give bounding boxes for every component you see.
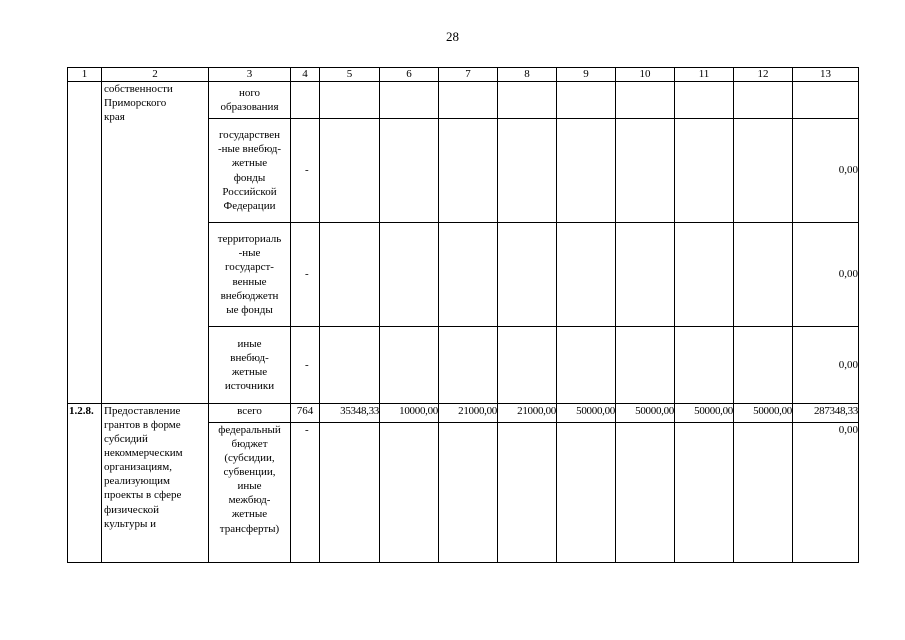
value-cell-col9: [557, 223, 616, 327]
value-cell-col8: [498, 82, 557, 119]
text-line: бюджет: [231, 438, 268, 451]
header-cell-9: 9: [557, 68, 616, 82]
value-cell-col8: [498, 327, 557, 404]
text-line: реализующим: [104, 475, 171, 488]
text-line: физической: [104, 503, 159, 516]
value-cell-col4: 764: [291, 404, 320, 423]
value-cell-col11: 50000,00: [675, 404, 734, 423]
value-cell-col7: [439, 423, 498, 563]
text-line: образования: [220, 101, 279, 113]
value-cell-col12: [734, 423, 793, 563]
text-line: жетные: [231, 157, 268, 170]
text-line: ного: [238, 86, 261, 99]
text-line: источники: [224, 380, 275, 393]
header-cell-3: 3: [209, 68, 291, 82]
value-cell-col8: [498, 223, 557, 327]
text-line: Предоставление: [104, 405, 181, 417]
value-cell-col5: [320, 82, 380, 119]
table-row: [68, 404, 859, 423]
text-line: проекты в сфере: [104, 489, 182, 502]
value-cell-col10: [616, 223, 675, 327]
value-cell-col10: [616, 82, 675, 119]
text-line: внебюджетн: [220, 289, 279, 302]
value-cell-col8: [498, 119, 557, 223]
row-code-cell: [68, 82, 102, 404]
value-cell-col5: [320, 327, 380, 404]
text-line: (субсидии,: [224, 452, 275, 465]
total-cell: 287348,33: [793, 404, 859, 423]
total-cell: 0,00: [793, 119, 859, 223]
text-line: венные: [232, 275, 267, 288]
text-line: организациям,: [104, 461, 172, 474]
text-line: культуры и: [104, 517, 156, 530]
value-cell-col12: [734, 223, 793, 327]
page-number: 28: [446, 29, 459, 44]
value-cell-col4: -: [291, 327, 320, 404]
value-cell-col9: [557, 82, 616, 119]
header-cell-10: 10: [616, 68, 675, 82]
text-line: -ные: [238, 247, 261, 260]
text-line: собственности: [104, 83, 173, 95]
header-cell-6: 6: [380, 68, 439, 82]
header-cell-8: 8: [498, 68, 557, 82]
value-cell-col6: [380, 119, 439, 223]
value-cell-col8: [498, 423, 557, 563]
text-line: фонды: [233, 171, 266, 184]
text-line: некоммерческим: [104, 447, 183, 460]
header-cell-7: 7: [439, 68, 498, 82]
value-cell-col8: 21000,00: [498, 404, 557, 423]
value-cell-col12: [734, 82, 793, 119]
text-line: Федерации: [223, 199, 276, 212]
value-cell-col7: [439, 223, 498, 327]
value-cell-col5: 35348,33: [320, 404, 380, 423]
budget-table: [67, 67, 859, 563]
header-cell-11: 11: [675, 68, 734, 82]
text-line: жетные: [231, 508, 268, 521]
text-line: внебюд-: [230, 351, 269, 364]
funding-source-cell: [209, 82, 291, 119]
header-cell-5: 5: [320, 68, 380, 82]
text-line: межбюд-: [228, 494, 271, 507]
header-cell-12: 12: [734, 68, 793, 82]
value-cell-col10: [616, 423, 675, 563]
activity-name-cell: [102, 404, 209, 563]
header-row: [68, 68, 859, 82]
value-cell-col11: [675, 423, 734, 563]
value-cell-col6: [380, 223, 439, 327]
text-line: Российской: [222, 185, 277, 198]
value-cell-col6: [380, 423, 439, 563]
text-line: субсидий: [104, 433, 148, 446]
total-cell: 0,00: [793, 423, 859, 563]
value-cell-col4: -: [291, 223, 320, 327]
funding-source-cell: [209, 327, 291, 404]
total-cell: [793, 82, 859, 119]
value-cell-col7: [439, 119, 498, 223]
table-row: [68, 82, 859, 119]
text-line: территориаль: [217, 233, 282, 246]
value-cell-col5: [320, 223, 380, 327]
text-line: ые фонды: [226, 303, 273, 316]
text-line: края: [104, 111, 125, 124]
value-cell-col5: [320, 119, 380, 223]
value-cell-col9: [557, 119, 616, 223]
value-cell-col10: [616, 119, 675, 223]
text-line: государст-: [225, 261, 274, 274]
text-line: трансферты): [219, 522, 280, 535]
row-code-cell: 1.2.8.: [68, 404, 102, 563]
value-cell-col6: [380, 327, 439, 404]
header-cell-4: 4: [291, 68, 320, 82]
value-cell-col10: 50000,00: [616, 404, 675, 423]
funding-source-cell: [209, 119, 291, 223]
total-cell: 0,00: [793, 327, 859, 404]
header-cell-13: 13: [793, 68, 859, 82]
total-cell: 0,00: [793, 223, 859, 327]
funding-source-cell: [209, 404, 291, 423]
value-cell-col6: [380, 82, 439, 119]
text-line: жетные: [231, 366, 268, 378]
value-cell-col12: [734, 119, 793, 223]
value-cell-col11: [675, 223, 734, 327]
value-cell-col7: [439, 82, 498, 119]
value-cell-col9: [557, 327, 616, 404]
value-cell-col4: -: [291, 119, 320, 223]
text-line: грантов в форме: [104, 419, 181, 432]
text-line: государствен: [218, 129, 281, 142]
value-cell-col4: -: [291, 423, 320, 563]
text-line: федеральный: [218, 424, 281, 436]
value-cell-col11: [675, 119, 734, 223]
activity-name-cell: [102, 82, 209, 404]
value-cell-col12: 50000,00: [734, 404, 793, 423]
funding-source-cell: [209, 223, 291, 327]
value-cell-col6: 10000,00: [380, 404, 439, 423]
value-cell-col12: [734, 327, 793, 404]
value-cell-col10: [616, 327, 675, 404]
header-cell-1: 1: [68, 68, 102, 82]
value-cell-col11: [675, 82, 734, 119]
value-cell-col7: 21000,00: [439, 404, 498, 423]
value-cell-col9: 50000,00: [557, 404, 616, 423]
value-cell-col7: [439, 327, 498, 404]
text-line: всего: [237, 405, 262, 417]
text-line: -ные внебюд-: [217, 143, 282, 156]
value-cell-col5: [320, 423, 380, 563]
value-cell-col4: [291, 82, 320, 119]
header-cell-2: 2: [102, 68, 209, 82]
text-line: иные: [237, 480, 262, 493]
value-cell-col11: [675, 327, 734, 404]
text-line: субвенции,: [223, 466, 276, 479]
text-line: Приморского: [104, 97, 167, 110]
value-cell-col9: [557, 423, 616, 563]
text-line: иные: [237, 337, 262, 350]
funding-source-cell: [209, 423, 291, 563]
